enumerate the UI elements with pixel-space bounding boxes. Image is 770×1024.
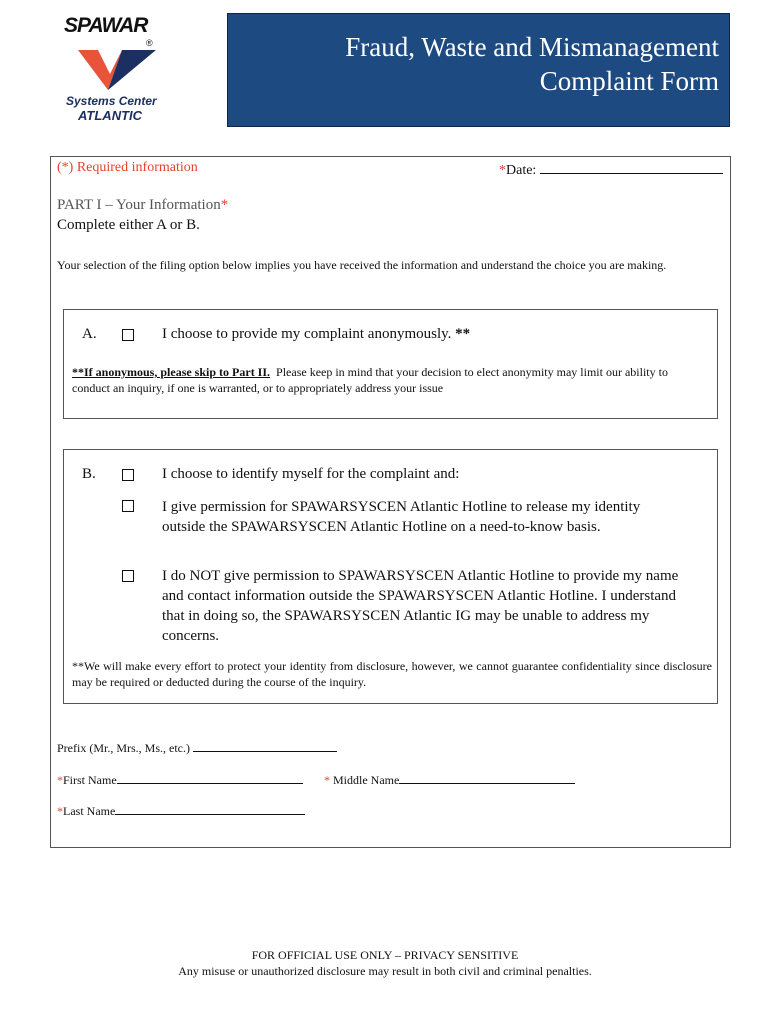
option-a-note-text: Please keep in mind that your decision to elect anonymity may limit our ability to conduct an inquiry, if one is warranted, or to appropriately address your issue [72,365,668,395]
deny-permission-checkbox[interactable] [122,570,134,582]
first-name-line[interactable] [117,771,303,784]
middle-name-field[interactable] [324,771,575,788]
part1-asterisk: * [220,197,229,213]
last-name-asterisk: * [57,804,63,818]
option-a-note-bold: **If anonymous, please skip to Part II. [72,365,271,379]
middle-name-line[interactable] [399,771,575,784]
logo-chevron-icon [78,46,158,92]
selection-notice: Your selection of the filing option below implies you have received the information and understand the choice you are making. [57,258,667,272]
prefix-label: Prefix (Mr., Mrs., Ms., etc.) [57,741,190,755]
prefix-field[interactable] [57,739,337,756]
option-a-checkbox[interactable] [122,329,134,341]
date-asterisk: * [499,163,506,178]
option-b-note: **We will make every effort to protect your identity from disclosure, however, we cannot guarantee confidentiality since disclosure may be required or deducted during the course of the inquiry. [72,659,712,689]
last-name-field[interactable] [57,802,305,819]
middle-name-asterisk: * [324,773,330,787]
option-a-box [63,309,718,419]
option-b-box [63,449,718,704]
first-name-field[interactable] [57,771,303,788]
logo-line-1: Systems Center [66,94,157,108]
date-line[interactable] [540,160,723,174]
release-permission-label: I give permission for SPAWARSYSCEN Atlantic Hotline to release my identity outside the SPAWARSYSCEN Atlantic Hotline on a need-to-know basis. [162,499,641,535]
first-name-asterisk: * [57,773,63,787]
date-field[interactable] [499,160,723,179]
release-permission-checkbox[interactable] [122,500,134,512]
logo-line-2: ATLANTIC [78,108,143,123]
middle-name-label: Middle Name [333,773,400,787]
first-name-label: First Name [63,773,117,787]
form-title: Fraud, Waste and Mismanagement [345,32,719,62]
date-label: Date: [506,163,537,178]
registered-mark: ® [146,38,153,48]
deny-permission-label: I do NOT give permission to SPAWARSYSCEN Atlantic Hotline to provide my name and contact information outside the SPAWARSYSCEN Atlantic Hotline. I understand that in doing so, the SPAWARSYSCEN Atlantic IG may be unable to address my concerns. [162,568,679,644]
option-b-letter: B. [82,466,96,482]
form-subtitle: Complaint Form [539,66,719,96]
part1-title: PART I – Your Information [57,197,221,213]
option-b-label: I choose to identify myself for the complaint and: [162,466,460,482]
required-note: (*) Required information [57,160,198,175]
spawar-logo [56,14,176,124]
footer [0,947,770,979]
title-banner [227,13,730,127]
part1-instruction: Complete either A or B. [57,217,200,233]
footer-line-2: Any misuse or unauthorized disclosure may result in both civil and criminal penalties. [178,964,592,978]
option-a-letter: A. [82,326,97,342]
part1-heading [57,197,228,214]
footer-line-1: FOR OFFICIAL USE ONLY – PRIVACY SENSITIVE [251,948,519,962]
option-a-text: I choose to provide my complaint anonymously. [162,326,452,342]
complaint-form [50,156,731,848]
option-a-note [72,364,706,396]
prefix-line[interactable] [193,739,337,752]
option-b-checkbox[interactable] [122,469,134,481]
option-a-mark: ** [455,326,471,342]
option-a-label [162,326,470,343]
last-name-line[interactable] [115,802,305,815]
last-name-label: Last Name [63,804,116,818]
logo-wordmark: SPAWAR [64,14,148,37]
